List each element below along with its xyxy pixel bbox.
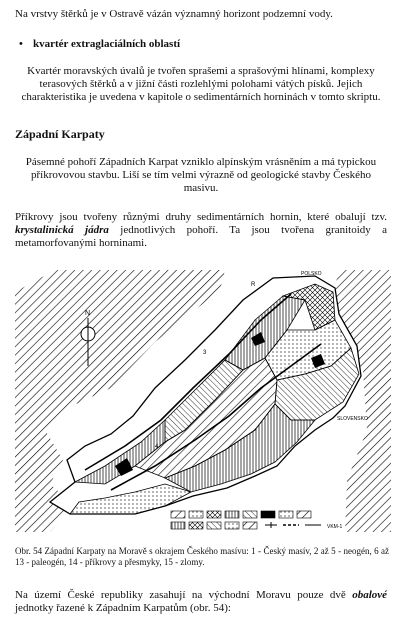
text-obalove: obalové bbox=[352, 589, 388, 601]
legend-label-last: VKM-1 bbox=[327, 524, 343, 530]
legend-box-5 bbox=[243, 511, 257, 518]
legend-box-12 bbox=[225, 522, 239, 529]
text-krystalinicka-jadra: krystalinická jádra bbox=[15, 224, 109, 236]
legend-box-4 bbox=[225, 511, 239, 518]
map-label-r3: 4 bbox=[155, 444, 159, 450]
bullet-kvarter-extraglacialnich-oblasti: • kvartér extraglaciálních oblastí bbox=[33, 38, 180, 51]
text-vrstvy-sterku: Na vrstvy štěrků je v Ostravě vázán významný horizont podzemní vody. bbox=[15, 8, 333, 20]
map-legend bbox=[171, 511, 343, 530]
legend-box-13 bbox=[243, 522, 257, 529]
map-label-r2: 3 bbox=[203, 350, 207, 356]
legend-box-8 bbox=[297, 511, 311, 518]
geologic-map bbox=[15, 270, 391, 532]
text-zapadni-karpaty: Pásemné pohoří Západních Karpat vzniklo alpínským vrásněním a má typickou příkrovovou stavbu. Liší se tím velmi výrazně od geologické stavby Českého masivu. bbox=[25, 156, 377, 194]
map-label-polsko: POLSKO bbox=[301, 271, 322, 277]
text-uzemi-ceske-republiky bbox=[15, 589, 387, 615]
map-label-slovensko: SLOVENSKO bbox=[337, 416, 368, 422]
section-heading-zapadni-karpaty: Západní Karpaty bbox=[15, 127, 105, 141]
legend-box-6 bbox=[261, 511, 275, 518]
legend-box-1 bbox=[171, 511, 185, 518]
legend-symbol-thrust bbox=[265, 522, 277, 528]
geologic-map-svg bbox=[15, 270, 391, 532]
north-label: N bbox=[85, 310, 91, 317]
legend-box-10 bbox=[189, 522, 203, 529]
map-label-r1: R bbox=[251, 282, 256, 288]
text-uzemi-a: Na území České republiky zasahují na východní Moravu pouze dvě bbox=[15, 589, 346, 601]
legend-box-11 bbox=[207, 522, 221, 529]
text-prikrovy bbox=[15, 211, 387, 250]
legend-box-9 bbox=[171, 522, 185, 529]
legend-box-3 bbox=[207, 511, 221, 518]
text-prikrovy-b: jednotlivých pohoří. Ta jsou tvořena granitoidy a metamorfovanými horninami. bbox=[15, 224, 388, 249]
text-prikrovy-a: Příkrovy jsou tvořeny různými druhy sedimentárních hornin, které obalují tzv. bbox=[15, 211, 387, 223]
text-uzemi-b: jednotky řazené k Západním Karpatům (obr. 54): bbox=[15, 602, 231, 614]
text-kvarter: Kvartér moravských úvalů je tvořen sprašemi a sprašovými hlínami, komplexy terasových štěrků a v jižní části rozlehlými polohami vátých písků. Jejich charakteristika je uvedena v kapitole o sedimentárních horninách v tomto skriptu. bbox=[21, 65, 381, 103]
legend-box-2 bbox=[189, 511, 203, 518]
figure-caption: Obr. 54 Západní Karpaty na Moravě s okrajem Českého masívu: 1 - Český masív, 2 až 5 - neogén, 6 až 13 - paleogén, 14 - příkrovy a přesmyky, 15 - zlomy. bbox=[15, 546, 389, 567]
legend-box-7 bbox=[279, 511, 293, 518]
